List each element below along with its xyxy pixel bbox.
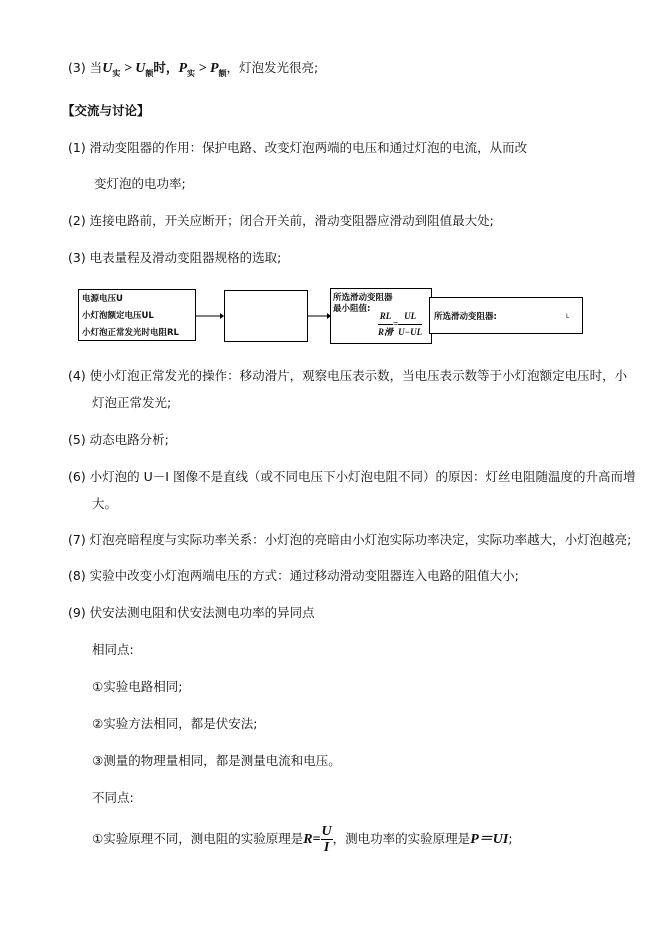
item-7: (7) 灯泡亮暗程度与实际功率关系：小灯泡的亮暗由小灯泡实际功率决定，实际功率越大，小灯泡越亮; [68, 532, 632, 547]
item-8: (8) 实验中改变小灯泡两端电压的方式：通过移动滑动变阻器连入电路的阻值大小; [68, 568, 519, 583]
item-1-line-a: (1) 滑动变阻器的作用：保护电路、改变灯泡两端的电压和通过灯泡的电流，从而改 [68, 140, 528, 155]
flow-selected-mark: L [566, 313, 570, 320]
p-actual-sub: 实 [187, 69, 195, 78]
r-equals: R= [303, 832, 321, 847]
same-point-2: ②实验方法相同，都是伏安法; [92, 716, 258, 731]
u-over-i-num: U [321, 824, 332, 839]
flow-input-voltage: 电源电压U [82, 294, 123, 304]
line3-shi: 时， [153, 60, 179, 75]
diff1-mid: ，测电功率的实验原理是 [332, 831, 471, 846]
frac-left [378, 309, 393, 340]
flow-min-title-a: 所选滑动变阻器 [333, 293, 393, 303]
flow-input-rated-voltage: 小灯泡额定电压UL [82, 311, 154, 321]
gt-sign-2: > [195, 61, 210, 76]
diff1-suffix: ; [508, 831, 513, 846]
u-actual-sub: 实 [112, 69, 121, 78]
item-6-line-a: (6) 小灯泡的 U－I 图像不是直线（或不同电压下小灯泡电阻不同）的原因：灯丝电阻随温度的升高而增 [68, 469, 636, 484]
p-rated-sub: 额 [218, 69, 227, 78]
flow-min-title-b: 最小阻值: [333, 304, 371, 314]
item-4-line-b: 灯泡正常发光; [92, 395, 172, 410]
item-5: (5) 动态电路分析; [68, 432, 169, 447]
gt-sign-1: > [120, 61, 136, 76]
line3-prefix: (3) 当 [68, 60, 103, 75]
u-over-i [321, 824, 333, 855]
p-actual-letter: P [178, 61, 187, 76]
diff-point-1 [92, 822, 513, 857]
frac-left-num: RL [378, 309, 393, 325]
item-3: (3) 电表量程及滑动变阻器规格的选取; [68, 250, 282, 265]
flow-arrow-2 [307, 312, 331, 320]
p-actual [178, 61, 195, 76]
item-9: (9) 伏安法测电阻和伏安法测电功率的异同点 [68, 605, 315, 620]
line3-suffix: ，灯泡发光很亮; [226, 60, 319, 75]
condition-line-3 [68, 60, 318, 82]
diff1-prefix: ①实验原理不同，测电阻的实验原理是 [92, 831, 304, 846]
flow-input-resistance: 小灯泡正常发光时电阻RL [82, 328, 179, 338]
frac-right-num: UL [398, 309, 422, 325]
p-formula: P＝UI [470, 832, 509, 847]
u-rated-letter: U [135, 61, 146, 76]
frac-left-den: R滑 [378, 327, 394, 337]
u-rated-sub: 额 [145, 69, 154, 78]
item-4-line-a: (4) 使小灯泡正常发光的操作：移动滑片，观察电压表示数，当电压表示数等于小灯泡额定电压时，小 [68, 368, 628, 383]
same-title: 相同点: [92, 642, 134, 657]
flow-selected-label: 所选滑动变阻器: [434, 312, 497, 322]
u-actual-letter: U [102, 61, 113, 76]
u-actual [102, 61, 120, 76]
flow-formula [378, 309, 422, 340]
section-title: 【交流与讨论】 [62, 103, 150, 118]
u-over-i-den: I [323, 840, 330, 855]
same-point-3: ③测量的物理量相同，都是测量电流和电压。 [92, 753, 341, 768]
frac-right [398, 309, 422, 340]
flow-arrow-1 [196, 312, 224, 320]
frac-right-den: U−UL [398, 327, 423, 337]
u-rated [135, 61, 153, 76]
item-1-line-b: 变灯泡的电功率; [94, 176, 186, 191]
frac-eq: = [393, 318, 399, 329]
p-rated [210, 61, 227, 76]
same-point-1: ①实验电路相同; [92, 679, 183, 694]
diff-title: 不同点: [92, 790, 134, 805]
p-rated-letter: P [209, 61, 219, 76]
item-2: (2) 连接电路前，开关应断开；闭合开关前，滑动变阻器应滑动到阻值最大处; [68, 213, 494, 228]
item-6-line-b: 大。 [92, 496, 118, 511]
flow-box-blank [224, 290, 308, 342]
